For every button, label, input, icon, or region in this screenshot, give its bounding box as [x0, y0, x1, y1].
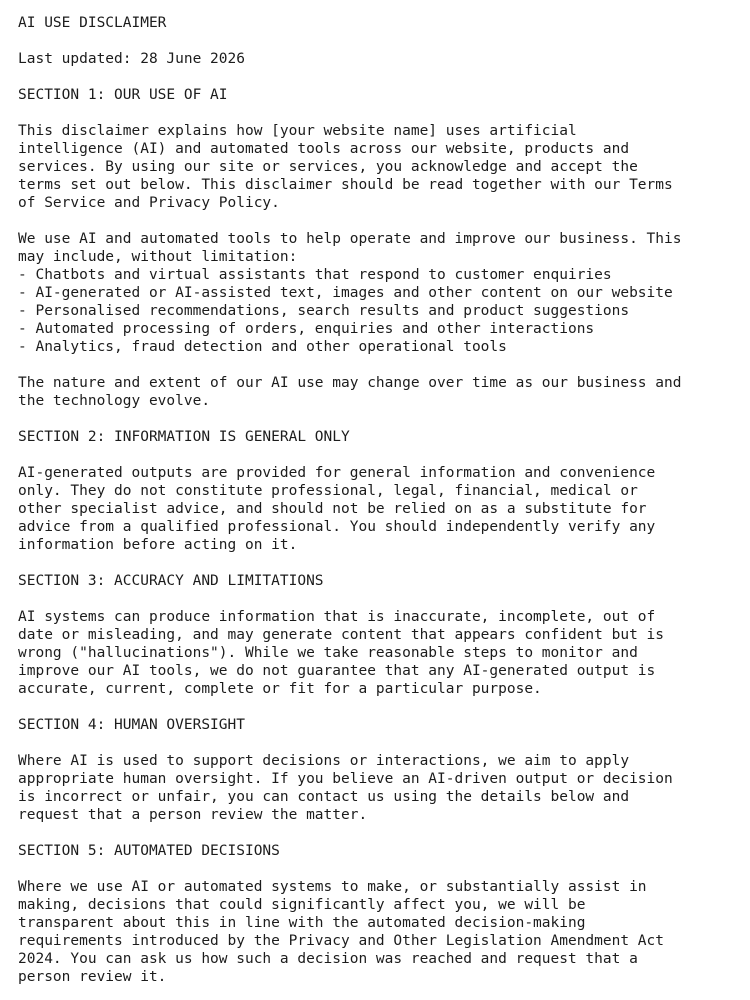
last-updated: Last updated: 28 June 2026 — [18, 51, 245, 67]
spacer — [18, 734, 732, 752]
text-line: advice from a qualified professional. You should independently verify any — [18, 519, 656, 535]
text-line: may include, without limitation: — [18, 249, 298, 265]
spacer — [18, 68, 732, 86]
section-2 — [18, 428, 732, 572]
section-4 — [18, 716, 732, 842]
section-1 — [18, 86, 732, 428]
text-line: accurate, current, complete or fit for a particular purpose. — [18, 681, 542, 697]
section-heading: SECTION 5: AUTOMATED DECISIONS — [18, 843, 280, 859]
text-line: This disclaimer explains how [your website name] uses artificial — [18, 123, 577, 139]
paragraph — [18, 752, 732, 824]
paragraph — [18, 122, 732, 212]
text-line: appropriate human oversight. If you believe an AI-driven output or decision — [18, 771, 673, 787]
spacer — [18, 590, 732, 608]
text-line: wrong ("hallucinations"). While we take reasonable steps to monitor and — [18, 645, 638, 661]
text-line: 2024. You can ask us how such a decision was reached and request that a — [18, 951, 638, 967]
spacer — [18, 824, 732, 842]
section-heading: SECTION 2: INFORMATION IS GENERAL ONLY — [18, 429, 350, 445]
paragraph — [18, 464, 732, 554]
text-line: transparent about this in line with the automated decision-making — [18, 915, 586, 931]
spacer — [18, 104, 732, 122]
text-line: intelligence (AI) and automated tools across our website, products and — [18, 141, 630, 157]
text-line: date or misleading, and may generate content that appears confident but is — [18, 627, 665, 643]
paragraph — [18, 878, 732, 986]
text-line: is incorrect or unfair, you can contact us using the details below and — [18, 789, 630, 805]
text-line: AI systems can produce information that is inaccurate, incomplete, out of — [18, 609, 656, 625]
section-heading: SECTION 1: OUR USE OF AI — [18, 87, 228, 103]
text-line: of Service and Privacy Policy. — [18, 195, 280, 211]
spacer — [18, 32, 732, 50]
section-heading: SECTION 4: HUMAN OVERSIGHT — [18, 717, 245, 733]
text-line: terms set out below. This disclaimer should be read together with our Terms — [18, 177, 673, 193]
text-line: The nature and extent of our AI use may change over time as our business and — [18, 375, 682, 391]
text-line: only. They do not constitute professional, legal, financial, medical or — [18, 483, 638, 499]
text-line: information before acting on it. — [18, 537, 298, 553]
text-line: AI-generated outputs are provided for general information and convenience — [18, 465, 656, 481]
spacer — [18, 698, 732, 716]
text-line: services. By using our site or services, you acknowledge and accept the — [18, 159, 638, 175]
list-item: - Chatbots and virtual assistants that respond to customer enquiries — [18, 267, 612, 283]
list-item: - Analytics, fraud detection and other operational tools — [18, 339, 507, 355]
spacer — [18, 410, 732, 428]
paragraph — [18, 230, 732, 356]
spacer — [18, 860, 732, 878]
list-item: - Automated processing of orders, enquiries and other interactions — [18, 321, 595, 337]
spacer — [18, 446, 732, 464]
text-line: Where AI is used to support decisions or interactions, we aim to apply — [18, 753, 630, 769]
text-line: request that a person review the matter. — [18, 807, 368, 823]
text-line: Where we use AI or automated systems to make, or substantially assist in — [18, 879, 647, 895]
text-line: making, decisions that could significantly affect you, we will be — [18, 897, 586, 913]
list-item: - AI-generated or AI-assisted text, images and other content on our website — [18, 285, 673, 301]
paragraph — [18, 608, 732, 698]
text-line: We use AI and automated tools to help operate and improve our business. This — [18, 231, 682, 247]
spacer — [18, 356, 732, 374]
document-title: AI USE DISCLAIMER — [18, 15, 167, 31]
text-line: the technology evolve. — [18, 393, 211, 409]
section-3 — [18, 572, 732, 716]
text-line: improve our AI tools, we do not guarantee that any AI-generated output is — [18, 663, 656, 679]
paragraph — [18, 374, 732, 410]
spacer — [18, 554, 732, 572]
section-heading: SECTION 3: ACCURACY AND LIMITATIONS — [18, 573, 324, 589]
section-5 — [18, 842, 732, 986]
text-line: requirements introduced by the Privacy and Other Legislation Amendment Act — [18, 933, 665, 949]
text-line: other specialist advice, and should not be relied on as a substitute for — [18, 501, 647, 517]
text-line: person review it. — [18, 969, 167, 985]
spacer — [18, 212, 732, 230]
list-item: - Personalised recommendations, search results and product suggestions — [18, 303, 630, 319]
